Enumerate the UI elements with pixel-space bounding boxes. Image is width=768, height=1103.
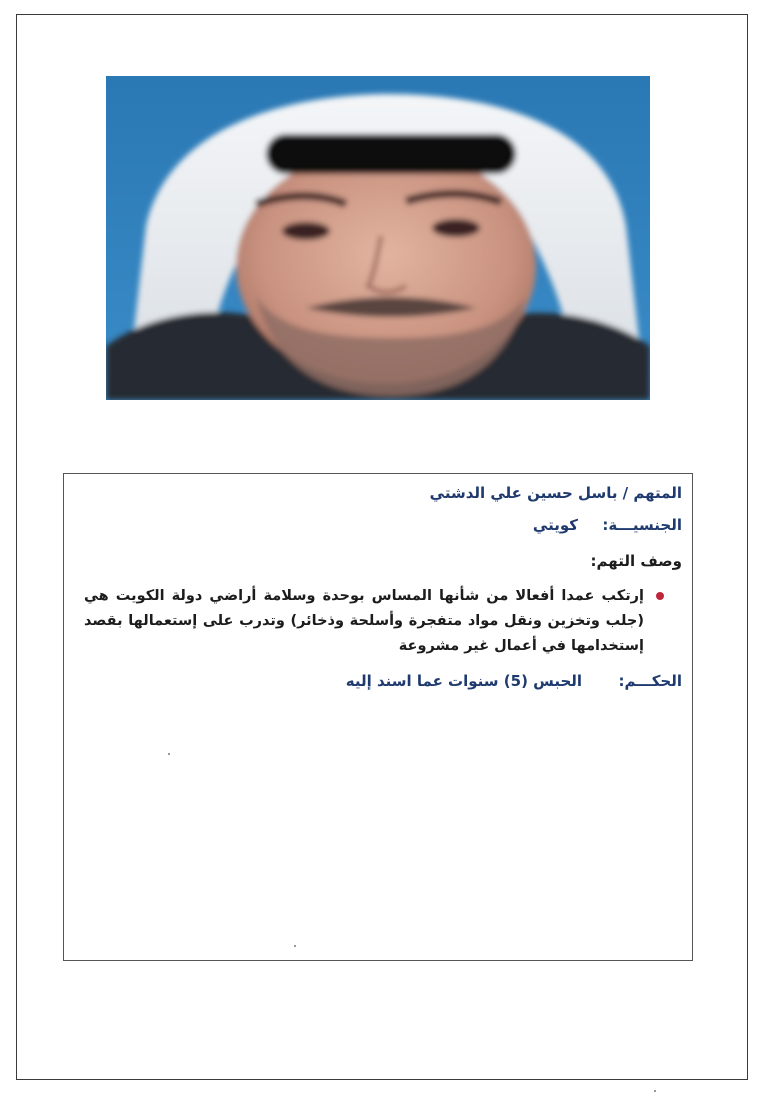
bullet-icon [656,592,664,600]
nationality-value: كويتي [532,516,578,534]
charges-heading: وصف التهم: [590,552,682,570]
scan-speck [168,753,170,755]
portrait-photo [106,76,650,400]
scan-speck [294,945,296,947]
verdict-label: الحكـــم: [618,672,682,690]
case-info-box [63,473,693,961]
portrait-illustration [106,76,650,400]
scan-speck [654,1090,656,1092]
accused-name: المتهم / باسل حسين علي الدشتي [429,484,682,502]
charge-item: إرتكب عمدا أفعالا من شأنها المساس بوحدة وسلامة أراضي دولة الكويت هي (جلب وتخزين ونقل مواد متفجرة وأسلحة وذخائر) وتدرب على إستعمالها بقصد إستخدامها في أعمال غير مشروعة [84,588,644,654]
verdict-row [346,672,682,690]
nationality-row [533,516,682,534]
nationality-label: الجنسيـــة: [602,516,682,534]
verdict-value: الحبس (5) سنوات عما اسند إليه [345,672,583,690]
